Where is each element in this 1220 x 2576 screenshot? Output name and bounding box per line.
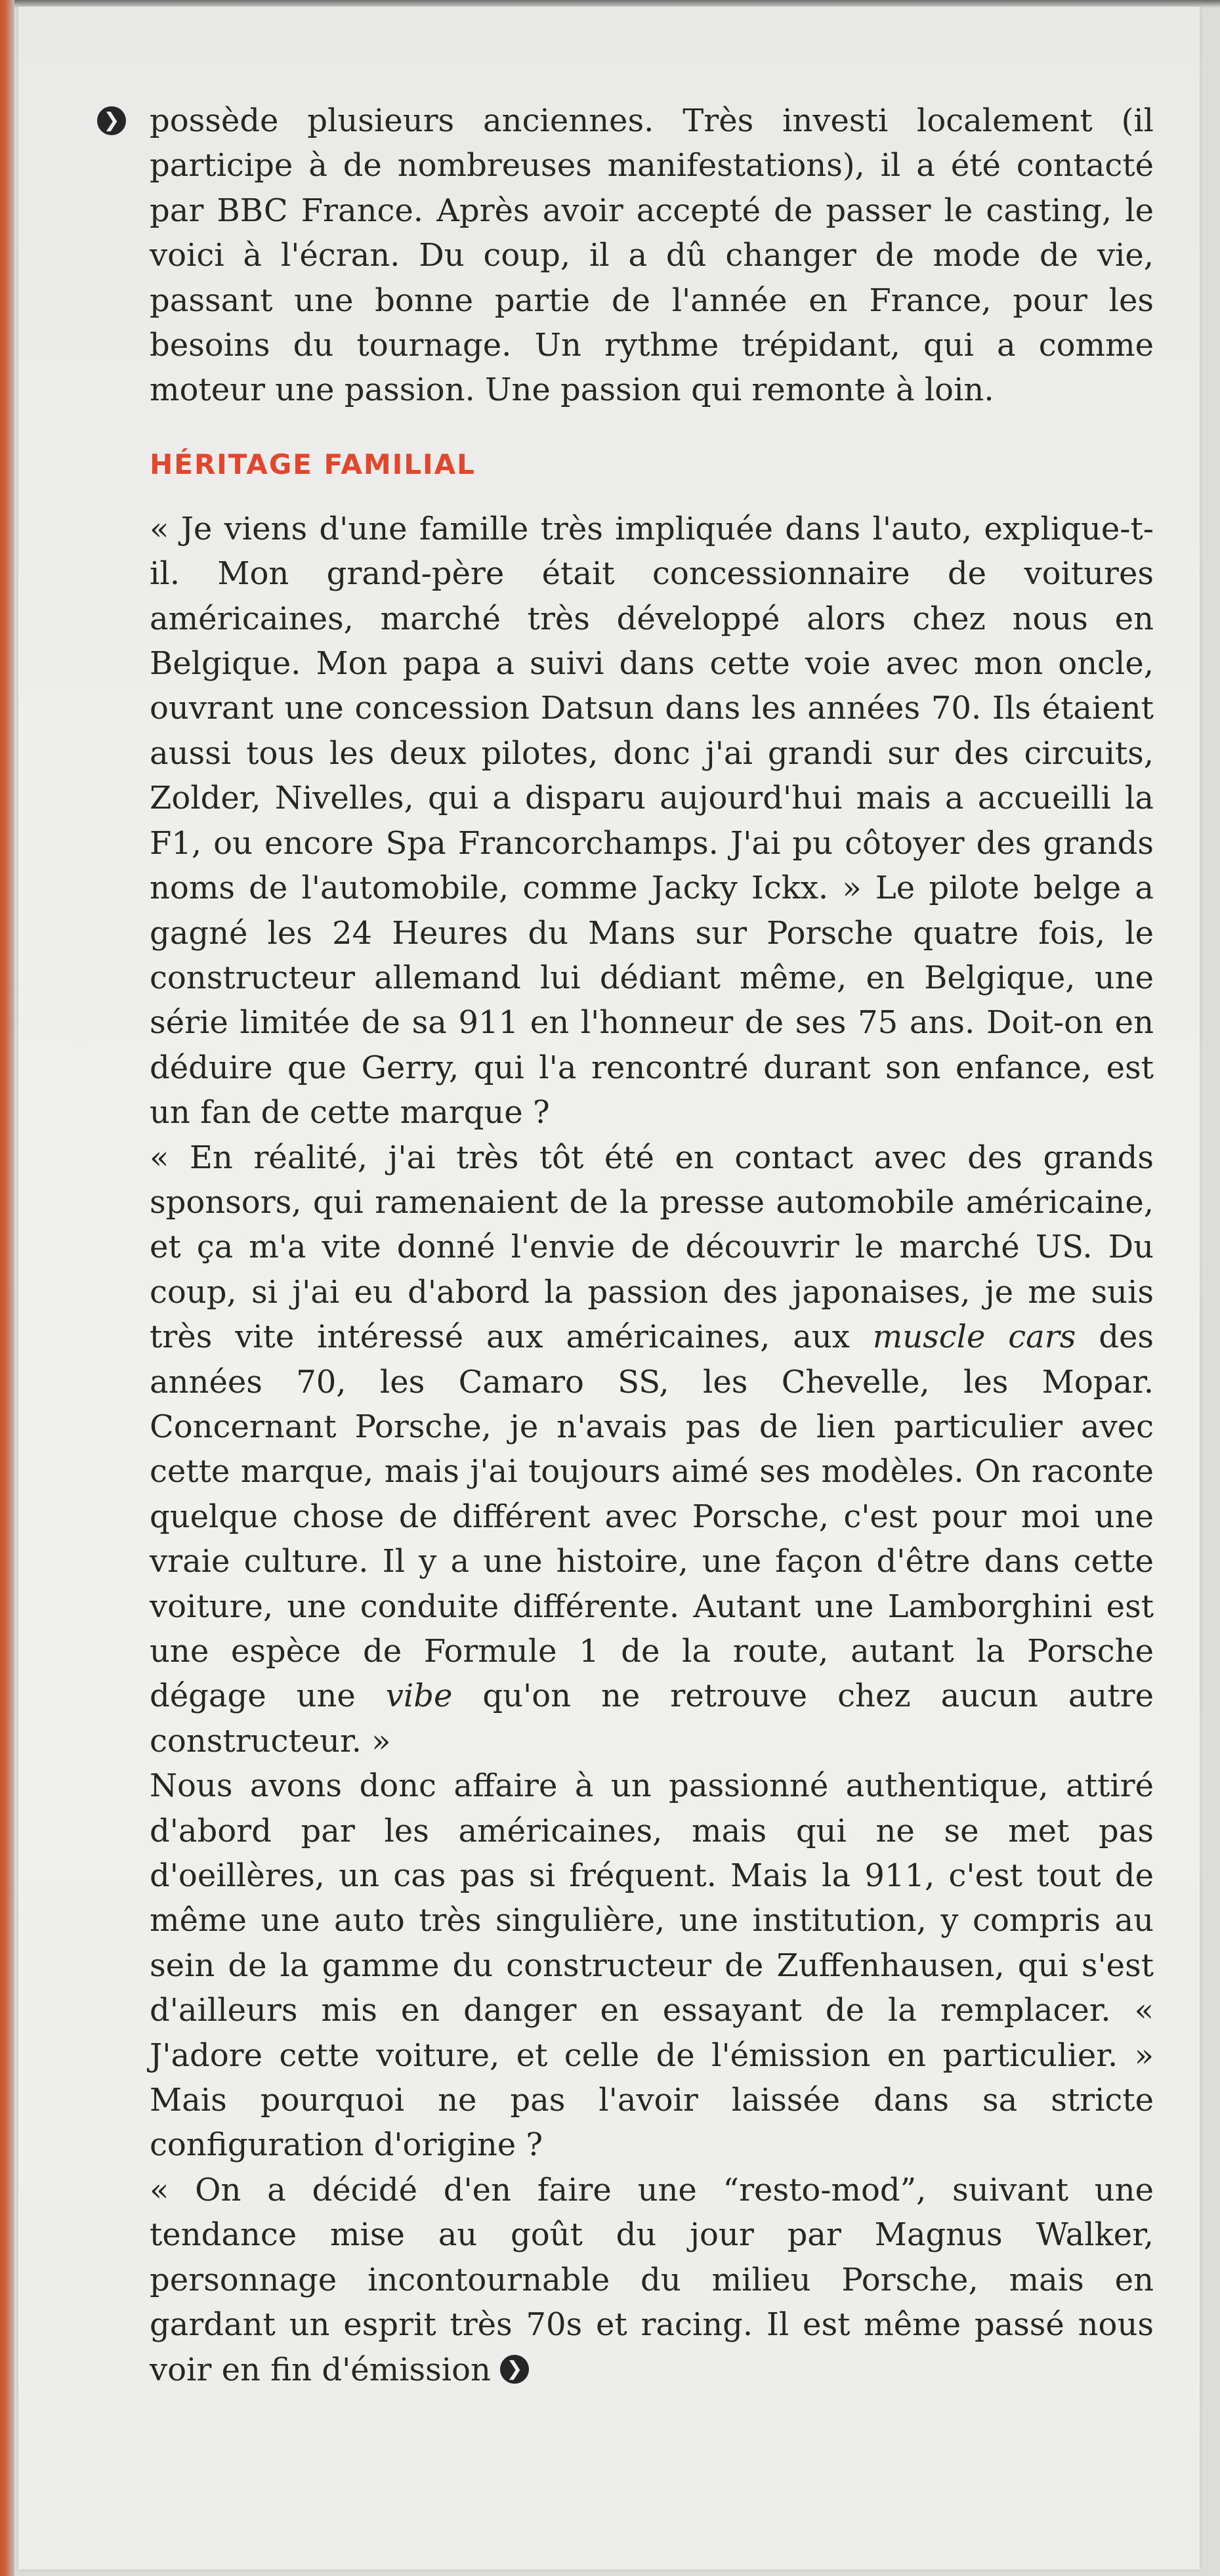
quote-paragraph-1 [150, 507, 1154, 1135]
article-column [103, 98, 1154, 2392]
page-edge-orange-spine [0, 0, 14, 2576]
section-heading: HÉRITAGE FAMILIAL [150, 448, 476, 480]
continues-to-arrow-icon: ❯ [500, 2355, 529, 2384]
quote2-part2: des années 70, les Camaro SS, les Chevelle, les Mopar. Concernant Porsche, je n'avais pas de lien particulier avec cette marque, mais j'ai toujours aimé ses modèles. On raconte quelque chose de différent avec Porsche, c'est pour moi une vraie culture. Il y a une histoire, une façon d'être dans cette voiture, une conduite différente. Autant une Lamborghini est une espèce de Formule 1 de la route, autant la Porsche dégage une [150, 1319, 1154, 1715]
quote2-part3: qu'on ne retrouve chez aucun autre constructeur. » [150, 1678, 1154, 1760]
quote2-part1: « En réalité, j'ai très tôt été en contact avec des grands sponsors, qui ramenaient de la presse automobile américaine, et ça m'a vite donné l'envie de découvrir le marché US. Du coup, si j'ai eu d'abord la passion des japonaises, je me suis très vite intéressé aux américaines, aux [150, 1139, 1154, 1356]
paragraph-3 [150, 1763, 1154, 2168]
quote3-text: « On a décidé d'en faire une “resto-mod”, suivant une tendance mise au goût du jour par Magnus Walker, personnage incontournable du milieu Porsche, mais en gardant un esprit très 70s et racing. Il est même passé nous voir en fin d'émission [150, 2171, 1154, 2388]
intro-text: possède plusieurs anciennes. Très investi localement (il participe à de nombreuses manifestations), il a été contacté par BBC France. Après avoir accepté de passer le casting, le voici à l'écran. Du coup, il a dû changer de mode de vie, passant une bonne partie de l'année en France, pour les besoins du tournage. Un rythme trépidant, qui a comme moteur une passion. Une passion qui remonte à loin. [150, 102, 1154, 409]
quote2-italic-vibe: vibe [385, 1678, 453, 1715]
para3-text: Nous avons donc affaire à un passionné authentique, attiré d'abord par les américaines, mais qui ne se met pas d'oeillères, un cas pas si fréquent. Mais la 911, c'est tout de même une auto très singulière, une institution, y compris au sein de la gamme du constructeur de Zuffenhausen, qui s'est d'ailleurs mis en danger en essayant de la remplacer. « J'adore cette voiture, et celle de l'émission en particulier. » Mais pourquoi ne pas l'avoir laissée dans sa stricte configuration d'origine ? [150, 1767, 1154, 2164]
quote2-italic-muscle-cars: muscle cars [872, 1319, 1076, 1356]
continued-from-arrow-icon: ❯ [97, 106, 126, 135]
magazine-page [18, 7, 1200, 2569]
intro-paragraph [103, 98, 1154, 413]
quote-paragraph-3 [150, 2168, 1154, 2392]
quote1-text: « Je viens d'une famille très impliquée dans l'auto, explique-t-il. Mon grand-père était concessionnaire de voitures américaines, marché très développé alors chez nous en Belgique. Mon papa a suivi dans cette voie avec mon oncle, ouvrant une concession Datsun dans les années 70. Ils étaient aussi tous les deux pilotes, donc j'ai grandi sur des circuits, Zolder, Nivelles, qui a disparu aujourd'hui mais a accueilli la F1, ou encore Spa Francorchamps. J'ai pu côtoyer des grands noms de l'automobile, comme Jacky Ickx. » Le pilote belge a gagné les 24 Heures du Mans sur Porsche quatre fois, le constructeur allemand lui dédiant même, en Belgique, une série limitée de sa 911 en l'honneur de ses 75 ans. Doit-on en déduire que Gerry, qui l'a rencontré durant son enfance, est un fan de cette marque ? [150, 510, 1154, 1131]
quote-paragraph-2 [150, 1135, 1154, 1764]
